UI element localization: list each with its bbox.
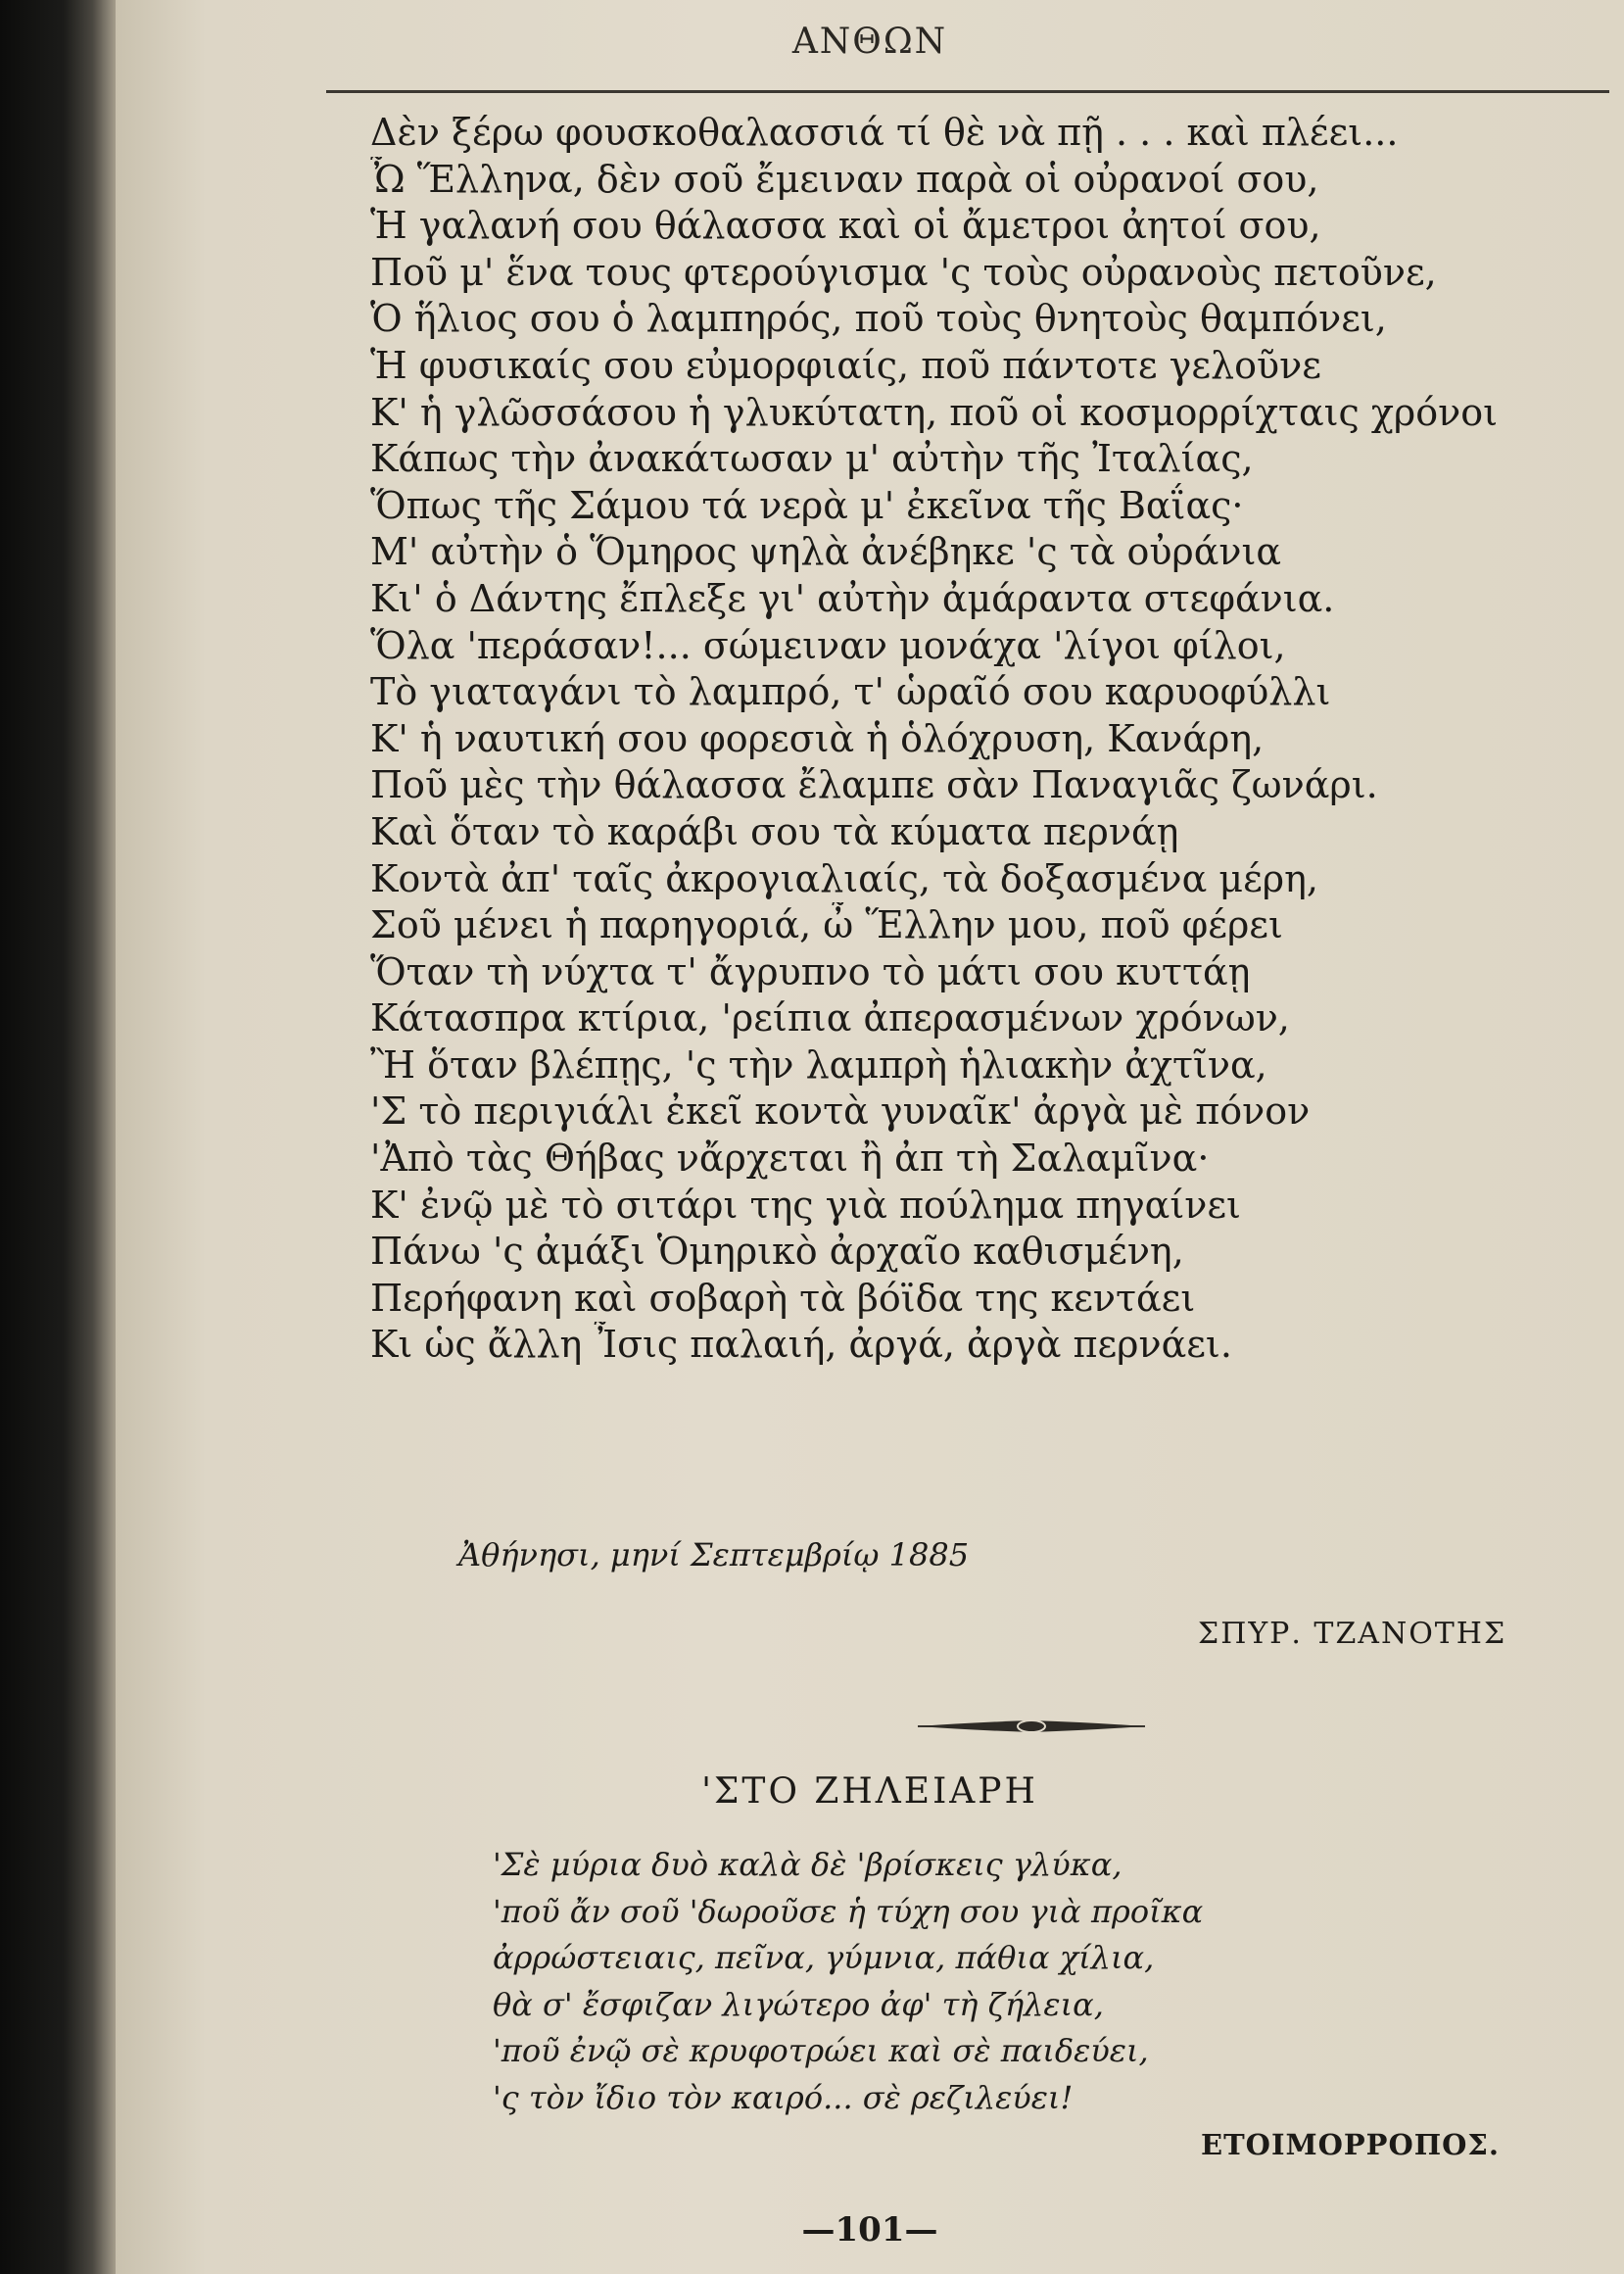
poem-2-author: ΕΤΟΙΜΟΡΡΟΠΟΣ. (1201, 2128, 1500, 2161)
poem-line: Πάνω 'ς ἀμάξι Ὁμηρικὸ ἀρχαῖο καθισμένη, (370, 1230, 1184, 1274)
poem-line: ἀρρώστειαις, πεῖνα, γύμνια, πάθια χίλια, (493, 1939, 1155, 1976)
poem-line: Σοῦ μένει ἡ παρηγοριά, ὦ Ἕλλην μου, ποῦ φέρει (370, 903, 1283, 947)
page-number: —101— (801, 2210, 938, 2250)
poem-line: Κ' ἡ γλῶσσάσου ἡ γλυκύτατη, ποῦ οἱ κοσμορρίχταις χρόνοι (370, 390, 1499, 434)
poem-line: Ὅλα 'περάσαν!... σώμειναν μονάχα 'λίγοι φίλοι, (370, 623, 1286, 667)
book-gutter-shadow (0, 0, 116, 2274)
poem-line: Κι ὡς ἄλλη Ἶσις παλαιή, ἀργά, ἀργὰ περνάει. (370, 1323, 1232, 1367)
poem-line: Τὸ γιαταγάνι τὸ λαμπρό, τ' ὡραῖό σου καρυοφύλλι (370, 670, 1331, 714)
poem-1-author: ΣΠΥΡ. ΤΖΑΝΟΤΗΣ (1198, 1617, 1507, 1651)
poem-line: 'ποῦ ἐνῷ σὲ κρυφοτρώει καὶ σὲ παιδεύει, (493, 2032, 1149, 2069)
poem-line: 'Ἀπὸ τὰς Θήβας νἄρχεται ἢ ἀπ τὴ Σαλαμῖνα· (370, 1137, 1210, 1181)
poem-line: Καὶ ὅταν τὸ καράβι σου τὰ κύματα περνάῃ (370, 809, 1179, 853)
book-page (116, 0, 1624, 2274)
poem-line: Κ' ἡ ναυτική σου φορεσιὰ ἡ ὁλόχρυση, Κανάρη, (370, 716, 1265, 760)
poem-line: Κ' ἐνῷ μὲ τὸ σιτάρι της γιὰ πούλημα πηγαίνει (370, 1183, 1241, 1227)
poem-line: Κάπως τὴν ἀνακάτωσαν μ' αὐτὴν τῆς Ἰταλίας, (370, 437, 1254, 481)
poem-line: 'ποῦ ἄν σοῦ 'δωροῦσε ἡ τύχη σου γιὰ προῖκα (493, 1892, 1204, 1930)
poem-line: 'Σὲ μύρια δυὸ καλὰ δὲ 'βρίσκεις γλύκα, (493, 1846, 1122, 1883)
poem-line: Ἢ ὅταν βλέπῃς, 'ς τὴν λαμπρὴ ἡλιακὴν ἀχτῖνα, (370, 1042, 1267, 1087)
poem-line: Κι' ὁ Δάντης ἔπλεξε γι' αὐτὴν ἀμάραντα στεφάνια. (370, 576, 1335, 620)
poem-2-body (493, 1842, 1570, 2121)
poem-line: Ἡ γαλανή σου θάλασσα καὶ οἱ ἄμετροι ἀητοί σου, (370, 204, 1321, 248)
poem-line: Δὲν ξέρω φουσκοθαλασσιά τί θὲ νὰ πῇ . . . καὶ πλέει... (370, 111, 1399, 154)
poem-line: Ὁ ἥλιος σου ὁ λαμπηρός, ποῦ τοὺς θνητοὺς θαμπόνει, (370, 297, 1387, 341)
poem-line: Μ' αὐτὴν ὁ Ὅμηρος ψηλὰ ἀνέβηκε 'ς τὰ οὐράνια (370, 530, 1282, 574)
poem-line: Κάτασπρα κτίρια, 'ρείπια ἀπερασμένων χρόνων, (370, 996, 1290, 1040)
poem-line: 'Σ τὸ περιγιάλι ἐκεῖ κοντὰ γυναῖκ' ἀργὰ μὲ πόνον (370, 1089, 1311, 1134)
poem-line: 'ς τὸν ἴδιο τὸν καιρό... σὲ ρεζιλεύει! (493, 2078, 1074, 2116)
poem-line: Ὅταν τὴ νύχτα τ' ἄγρυπνο τὸ μάτι σου κυττάῃ (370, 949, 1251, 993)
poem-line: Ὦ Ἕλληνα, δὲν σοῦ ἔμειναν παρὰ οἱ οὐρανοί σου, (370, 157, 1319, 201)
poem-line: Ὅπως τῆς Σάμου τά νερὰ μ' ἐκεῖνα τῆς Βαΐας· (370, 483, 1244, 527)
poem-2-title: 'ΣΤΟ ΖΗΛΕΙΑΡΗ (701, 1771, 1038, 1812)
poem-line: Ἡ φυσικαίς σου εὐμορφιαίς, ποῦ πάντοτε γελοῦνε (370, 343, 1321, 387)
poem-line: Περήφανη καὶ σοβαρὴ τὰ βόϊδα της κεντάει (370, 1276, 1196, 1320)
poem-line: θὰ σ' ἔσφιζαν λιγώτερο ἀφ' τὴ ζήλεια, (493, 1985, 1104, 2023)
running-head: ΑΝΘΩΝ (791, 22, 948, 62)
header-rule (326, 90, 1609, 93)
poem-line: Κοντὰ ἀπ' ταῖς ἀκρογιαλιαίς, τὰ δοξασμένα μέρη, (370, 856, 1318, 900)
poem-1-date: Ἀθήνησι, μηνί Σεπτεμβρίῳ 1885 (458, 1536, 970, 1573)
poem-line: Ποῦ μ' ἕνα τους φτερούγισμα 'ς τοὺς οὐρανοὺς πετοῦνε, (370, 250, 1437, 294)
section-divider-ornament (914, 1717, 1149, 1736)
poem-1-body (370, 110, 1585, 1369)
poem-line: Ποῦ μὲς τὴν θάλασσα ἔλαμπε σὰν Παναγιᾶς ζωνάρι. (370, 763, 1378, 807)
